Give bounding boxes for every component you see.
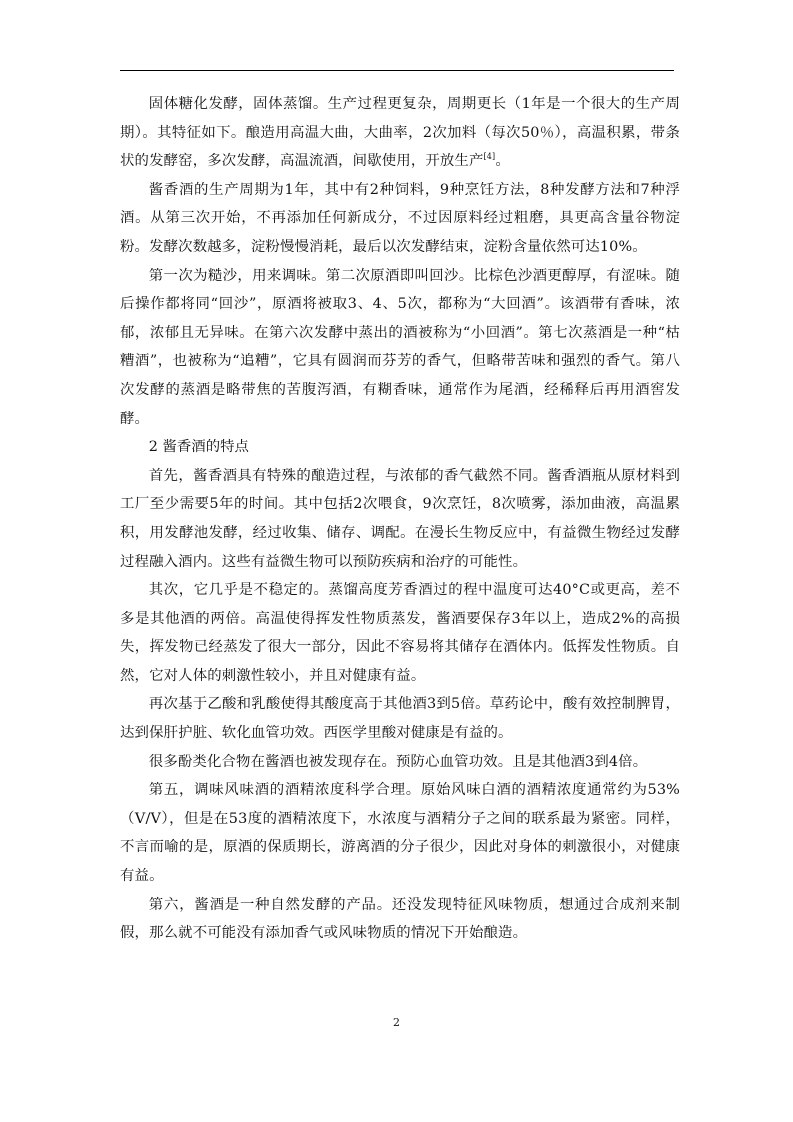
paragraph-production-cycle: 酱香酒的生产周期为1年，其中有2种饲料，9种烹饪方法，8种发酵方法和7种浮酒。从第三次开始，不再添加任何新成分，不过因原料经过粗磨，具更高含量谷物淀粉。发酵次数越多，淀粉慢慢消耗，最后以次发酵结束，淀粉含量依然可达10%。 [120, 181, 680, 255]
paragraph-fifth-feature: 第五，调味风味酒的酒精浓度科学合理。原始风味白酒的酒精浓度通常约为53%（V/V），但是在53度的酒精浓度下，水浓度与酒精分子之间的联系最为紧密。同样，不言而喻的是，原酒的保质期长，游离酒的分子很少，因此对身体的刺激很小，对健康有益。 [120, 782, 680, 885]
section-heading: 2 酱香酒的特点 [148, 439, 249, 456]
header-rule [120, 70, 674, 71]
document-body [120, 90, 680, 948]
paragraph-end: 。 [495, 153, 510, 170]
paragraph-fourth-feature: 很多酚类化合物在酱酒也被发现存在。预防心血管功效。且是其他酒3到4倍。 [148, 753, 648, 770]
page-number: 2 [393, 1016, 400, 1029]
paragraph-brewing-process [120, 90, 680, 176]
paragraph-third-feature: 再次基于乙酸和乳酸使得其酸度高于其他酒3到5倍。草药论中，酸有效控制脾胃，达到保肝护脏、软化血管功效。西医学里酸对健康是有益的。 [120, 696, 680, 742]
citation-reference[interactable]: [4] [483, 152, 496, 162]
paragraph-text: 固体糖化发酵，固体蒸馏。生产过程更复杂，周期更长（1年是一个很大的生产周期）。其特征如下。酿造用高温大曲，大曲率，2次加料（每次50％），高温积累，带条状的发酵窑，多次发酵，高温流酒，间歇使用，开放生产 [120, 96, 680, 170]
paragraph-distillation-rounds: 第一次为糙沙，用来调味。第二次原酒即叫回沙。比棕色沙酒更醇厚，有涩味。随后操作都将同“回沙”，原酒将被取3、4、5次，都称为“大回酒”。该酒带有香味，浓郁，浓郁且无异味。在第六次发酵中蒸出的酒被称为“小回酒”。第七次蒸酒是一种“枯糟酒”，也被称为“追糟”，它具有圆润而芬芳的香气，但略带苦味和强烈的香气。第八次发酵的蒸酒是略带焦的苦腹泻酒，有糊香味，通常作为尾酒，经稀释后再用酒窖发酵。 [120, 267, 680, 427]
paragraph-second-feature: 其次，它几乎是不稳定的。蒸馏高度芳香酒过的程中温度可达40°C或更高，差不多是其他酒的两倍。高温使得挥发性物质蒸发，酱酒要保存3年以上，造成2%的高损失，挥发物已经蒸发了很大一部分，因此不容易将其储存在酒体内。低挥发性物质。自然，它对人体的刺激性较小，并且对健康有益。 [120, 582, 680, 684]
paragraph-first-feature: 首先，酱香酒具有特殊的酿造过程，与浓郁的香气截然不同。酱香酒瓶从原材料到工厂至少需要5年的时间。其中包括2次喂食，9次烹饪，8次喷雾，添加曲液，高温累积，用发酵池发酵，经过收集、储存、调配。在漫长生物反应中，有益微生物经过发酵过程融入酒内。这些有益微生物可以预防疾病和治疗的可能性。 [120, 467, 680, 570]
paragraph-sixth-feature: 第六，酱酒是一种自然发酵的产品。还没发现特征风味物质，想通过合成剂来制假，那么就不可能没有添加香气或风味物质的情况下开始酿造。 [120, 896, 680, 942]
